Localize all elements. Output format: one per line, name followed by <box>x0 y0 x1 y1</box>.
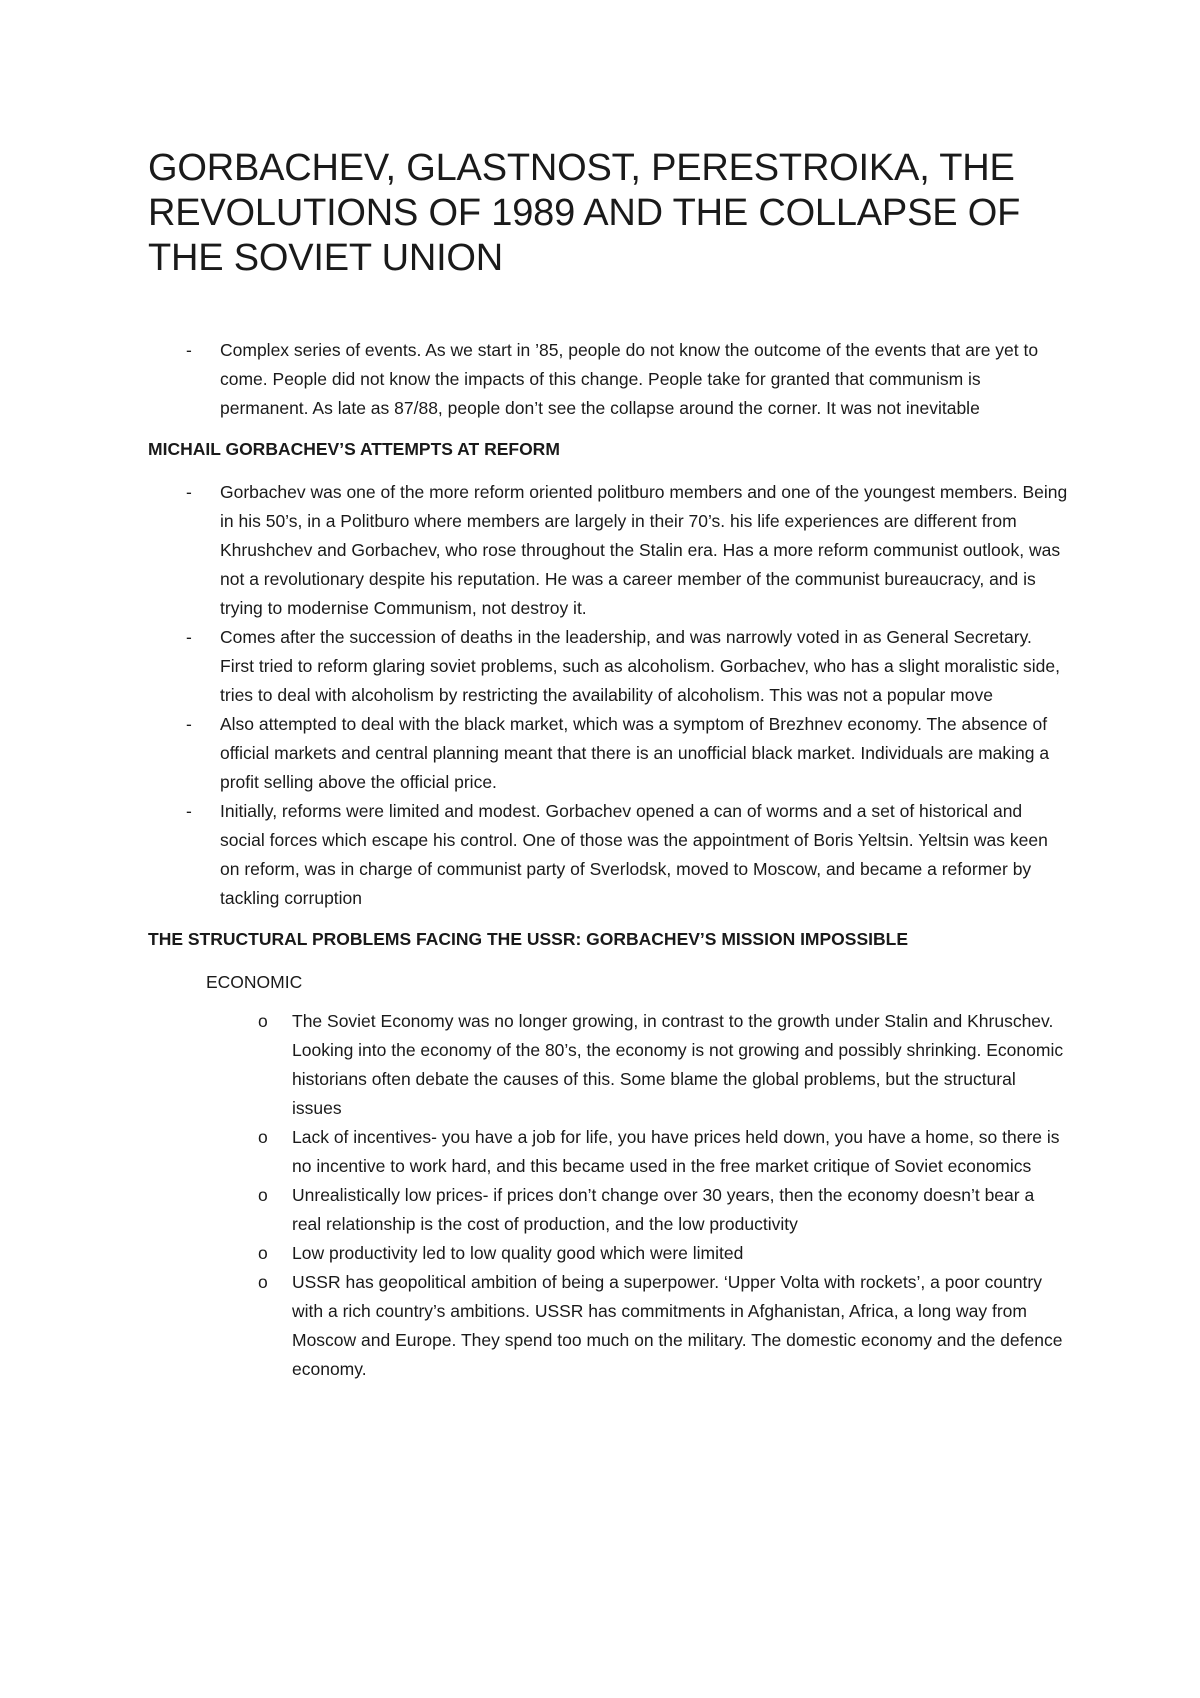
list-item: - Comes after the succession of deaths in the leadership, and was narrowly voted in as General Secretary. First tried to reform glaring soviet problems, such as alcoholism. Gorbachev, who has a slight moralistic side, tries to deal with alcoholism by restricting the availability of alcoholism. This was not a popular move <box>148 623 1068 710</box>
list-item: - Also attempted to deal with the black market, which was a symptom of Brezhnev economy. The absence of official markets and central planning meant that there is an unofficial black market. Individuals are making a profit selling above the official price. <box>148 710 1068 797</box>
list-item: o The Soviet Economy was no longer growing, in contrast to the growth under Stalin and Khruschev. Looking into the economy of the 80’s, the economy is not growing and possibly shrinking. Economic historians often debate the causes of this. Some blame the global problems, but the structural issues <box>148 1007 1068 1123</box>
section-heading-reform: MICHAIL GORBACHEV’S ATTEMPTS AT REFORM <box>148 439 560 459</box>
intro-list <box>148 336 1068 423</box>
section-heading-structural: THE STRUCTURAL PROBLEMS FACING THE USSR: GORBACHEV’S MISSION IMPOSSIBLE <box>148 929 909 949</box>
reform-list <box>148 478 1068 913</box>
list-item: - Initially, reforms were limited and modest. Gorbachev opened a can of worms and a set of historical and social forces which escape his control. One of those was the appointment of Boris Yeltsin. Yeltsin was keen on reform, was in charge of communist party of Sverlodsk, moved to Moscow, and became a reformer by tackling corruption <box>148 797 1068 913</box>
list-item: - Gorbachev was one of the more reform oriented politburo members and one of the youngest members. Being in his 50’s, in a Politburo where members are largely in their 70’s. his life experiences are different from Khrushchev and Gorbachev, who rose throughout the Stalin era. Has a more reform communist outlook, was not a revolutionary despite his reputation. He was a career member of the communist bureaucracy, and is trying to modernise Communism, not destroy it. <box>148 478 1068 623</box>
document-title: GORBACHEV, GLASTNOST, PERESTROIKA, THE REVOLUTIONS OF 1989 AND THE COLLAPSE OF THE SOVIET UNION <box>148 147 1021 279</box>
list-item: - Complex series of events. As we start in ’85, people do not know the outcome of the events that are yet to come. People did not know the impacts of this change. People take for granted that communism is permanent. As late as 87/88, people don’t see the collapse around the corner. It was not inevitable <box>148 336 1068 423</box>
document-body <box>148 336 1068 1384</box>
list-item: o Unrealistically low prices- if prices don’t change over 30 years, then the economy doesn’t bear a real relationship is the cost of production, and the low productivity <box>148 1181 1068 1239</box>
list-item: o Low productivity led to low quality good which were limited <box>148 1239 1068 1268</box>
economic-list <box>148 1007 1068 1384</box>
list-item: o USSR has geopolitical ambition of being a superpower. ‘Upper Volta with rockets’, a poor country with a rich country’s ambitions. USSR has commitments in Afghanistan, Africa, a long way from Moscow and Europe. They spend too much on the military. The domestic economy and the defence economy. <box>148 1268 1068 1384</box>
list-item: o Lack of incentives- you have a job for life, you have prices held down, you have a home, so there is no incentive to work hard, and this became used in the free market critique of Soviet economics <box>148 1123 1068 1181</box>
subheading-economic: ECONOMIC <box>206 972 303 992</box>
